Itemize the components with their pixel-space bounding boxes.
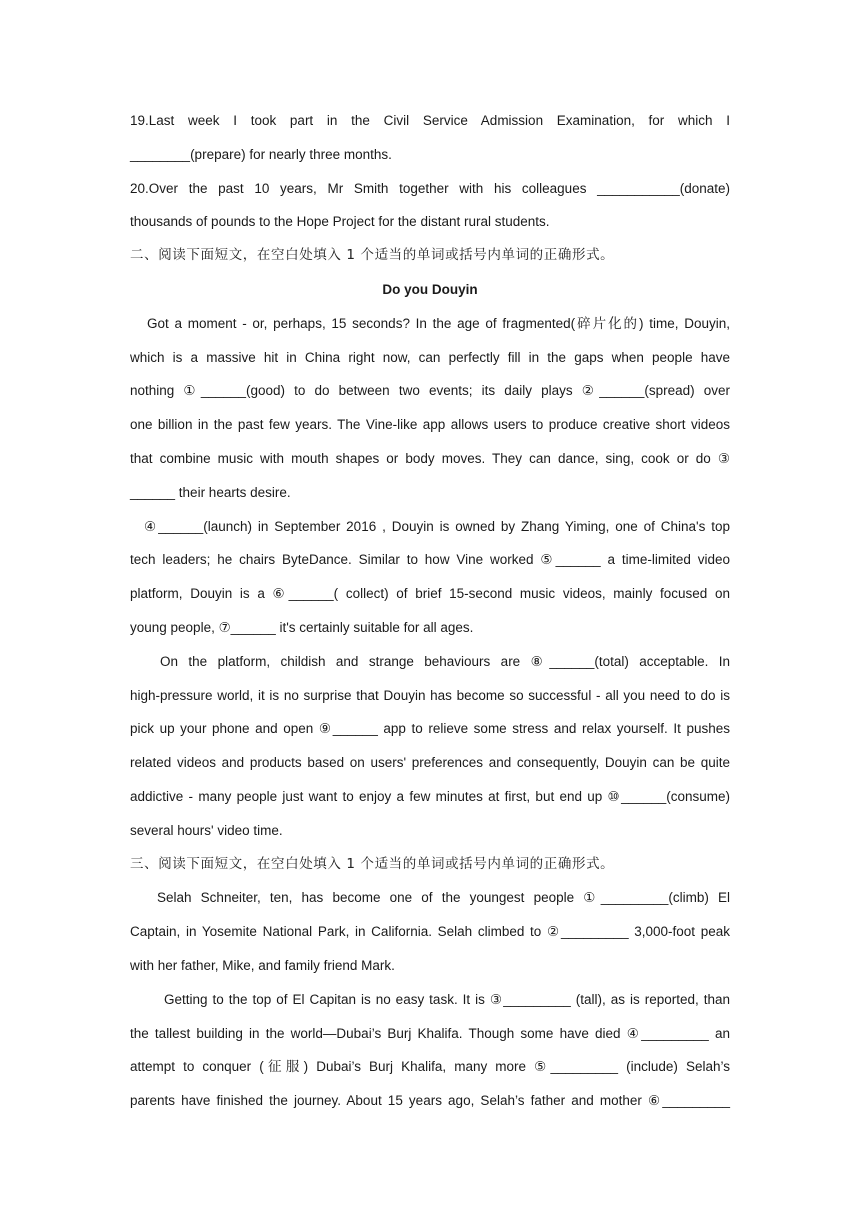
passage-1-line: pick up your phone and open ⑨______ app to relieve some stress and relax yourself. It pushes <box>130 721 730 737</box>
passage-1-line: On the platform, childish and strange behaviours are ⑧______(total) acceptable. In <box>160 653 730 669</box>
question-20-line-1: 20.Over the past 10 years, Mr Smith together with his colleagues ___________(donate) <box>130 180 730 196</box>
passage-1-line: that combine music with mouth shapes or body moves. They can dance, sing, cook or do ③ <box>130 450 730 466</box>
passage-1-line: high-pressure world, it is no surprise that Douyin has become so successful - all you need to do is <box>130 687 730 703</box>
passage-1-line: which is a massive hit in China right now, can perfectly fill in the gaps when people have <box>130 349 730 365</box>
passage-1-line: Got a moment - or, perhaps, 15 seconds? In the age of fragmented(碎片化的) time, Douyin, <box>147 315 730 331</box>
passage-2-line: the tallest building in the world—Dubai’s Burj Khalifa. Though some have died ④_________ an <box>130 1025 730 1041</box>
passage-1-line: ④______(launch) in September 2016 , Douyin is owned by Zhang Yiming, one of China's top <box>144 518 730 534</box>
passage-2-line: Selah Schneiter, ten, has become one of the youngest people ①_________(climb) El <box>157 890 730 906</box>
passage-1-line: young people, ⑦______ it's certainly suitable for all ages. <box>130 619 474 635</box>
passage-1-line: platform, Douyin is a ⑥______( collect) of brief 15-second music videos, mainly focused on <box>130 586 730 602</box>
section-3-instruction: 三、阅读下面短文，在空白处填入 1 个适当的单词或括号内单词的正确形式。 <box>130 855 615 872</box>
passage-2-line: with her father, Mike, and family friend Mark. <box>130 957 395 973</box>
passage-1-line: several hours' video time. <box>130 822 283 838</box>
passage-2-line: attempt to conquer (征服) Dubai’s Burj Khalifa, many more ⑤_________ (include) Selah’s <box>130 1059 730 1075</box>
section-2-instruction: 二、阅读下面短文，在空白处填入 1 个适当的单词或括号内单词的正确形式。 <box>130 247 615 264</box>
passage-1-line: related videos and products based on users' preferences and consequently, Douyin can be quite <box>130 755 730 771</box>
passage-2-line: parents have finished the journey. About 15 years ago, Selah’s father and mother ⑥_________ <box>130 1093 730 1109</box>
passage-1-line: tech leaders; he chairs ByteDance. Similar to how Vine worked ⑤______ a time-limited video <box>130 552 730 568</box>
question-20-line-2: thousands of pounds to the Hope Project for the distant rural students. <box>130 214 550 230</box>
passage-2-line: Getting to the top of El Capitan is no easy task. It is ③_________ (tall), as is reported, than <box>164 991 730 1007</box>
question-19-line-2: ________(prepare) for nearly three months. <box>130 146 392 162</box>
passage-1-line: addictive - many people just want to enjoy a few minutes at first, but end up ⑩______(consume) <box>130 788 730 804</box>
passage-title: Do you Douyin <box>382 281 478 297</box>
question-19-line-1: 19.Last week I took part in the Civil Service Admission Examination, for which I <box>130 113 730 128</box>
document-page <box>130 104 730 1118</box>
passage-1-line: ______ their hearts desire. <box>130 484 291 500</box>
passage-2-line: Captain, in Yosemite National Park, in California. Selah climbed to ②_________ 3,000-foot peak <box>130 924 730 940</box>
passage-1-line: one billion in the past few years. The Vine-like app allows users to produce creative short videos <box>130 417 730 433</box>
passage-1-line: nothing ①______(good) to do between two events; its daily plays ②______(spread) over <box>130 383 730 399</box>
